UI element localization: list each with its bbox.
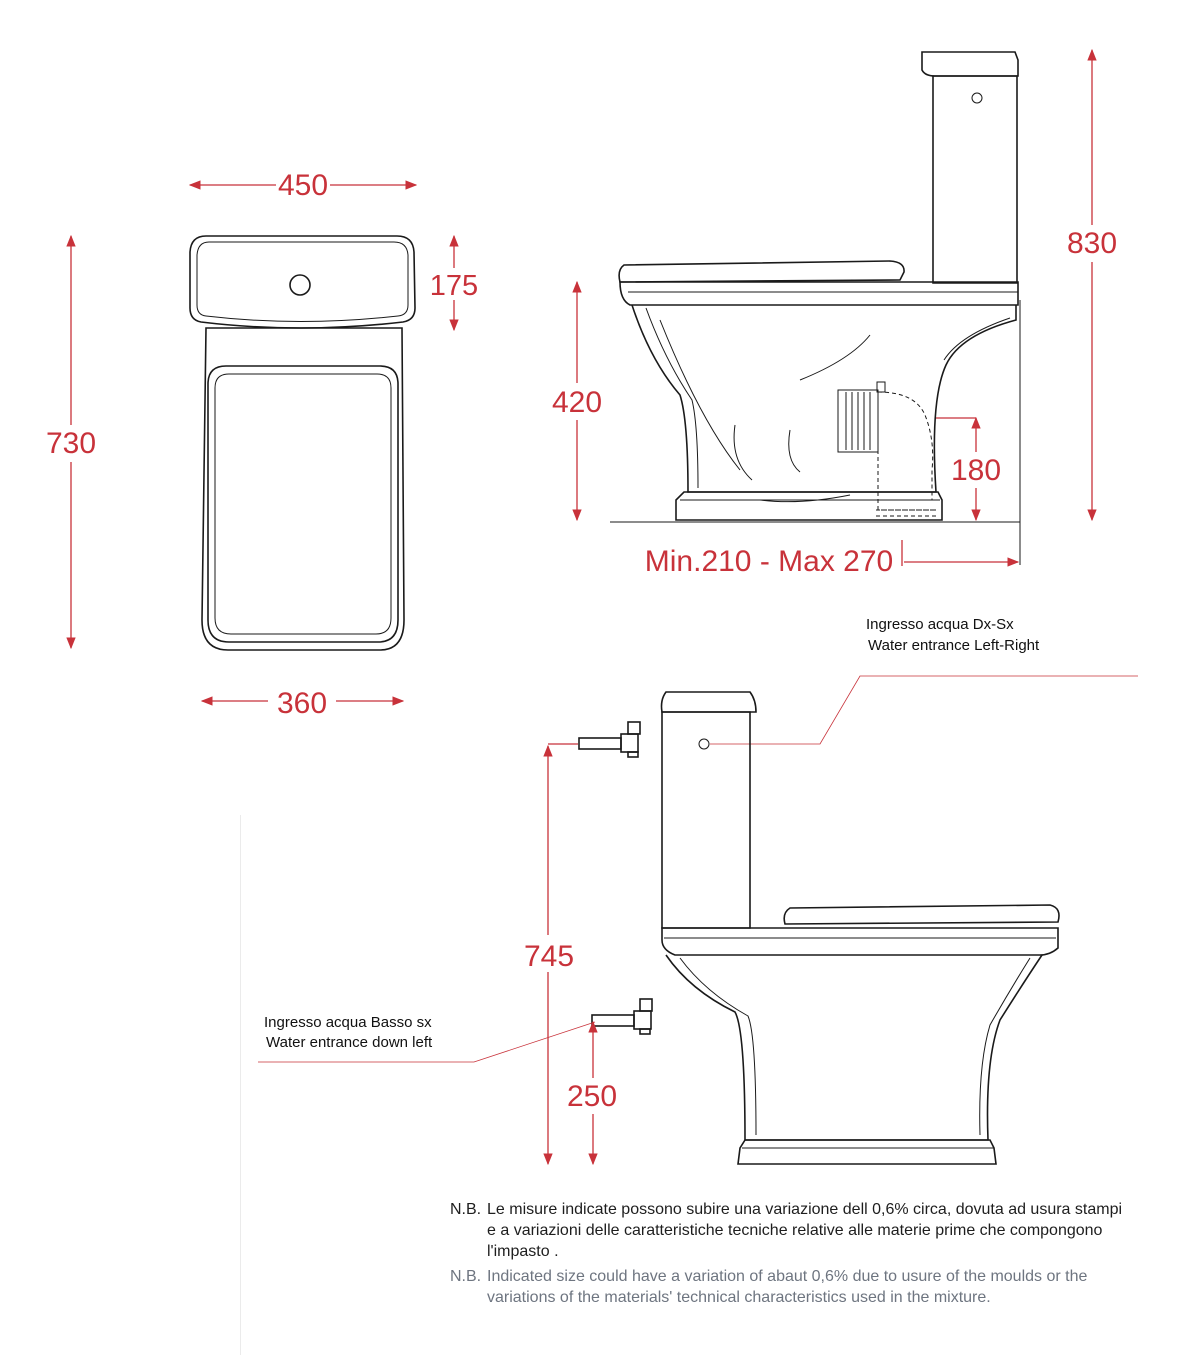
note-italian [450, 1199, 1190, 1262]
note-italian-text: Le misure indicate possono subire una variazione dell 0,6% circa, dovuta ad usura stampi e a variazioni delle caratteristiche tecniche relative alle materie prime che compongono l'impasto . [487, 1201, 1123, 1260]
valve-high-icon [579, 722, 640, 757]
top-view-button-icon [290, 275, 310, 295]
valve-low-icon [592, 999, 652, 1034]
dim-420 [552, 282, 602, 520]
divider [240, 815, 241, 1355]
dim-wall-distance [645, 540, 1018, 578]
note-english-text: Indicated size could have a variation of abaut 0,6% due to usure of the moulds or the variations of the materials' technical characteristics used in the mixture. [487, 1268, 1088, 1306]
dim-wall-distance-label: Min.210 - Max 270 [644, 545, 894, 578]
dim-450-label: 450 [277, 169, 329, 202]
top-view-bowl [202, 328, 404, 650]
dim-420-label: 420 [551, 386, 603, 419]
side-view-tank [922, 52, 1018, 76]
elevation-bowl [666, 955, 1042, 1140]
dim-180 [936, 418, 1001, 520]
dim-730-label: 730 [45, 427, 97, 460]
dim-250 [567, 1022, 617, 1164]
dim-360 [202, 687, 403, 720]
dim-175 [430, 236, 478, 330]
elevation-seat [784, 905, 1059, 924]
dim-450 [190, 169, 416, 202]
top-view [190, 236, 415, 650]
top-view-tank [190, 236, 415, 328]
side-entrance-it: Ingresso acqua Dx-Sx [866, 616, 1014, 633]
dim-175-label: 175 [429, 270, 479, 302]
elevation-tank [662, 692, 757, 712]
side-view-seat [619, 261, 904, 282]
note-english-prefix: N.B. [450, 1268, 482, 1285]
side-view [610, 52, 1020, 565]
dim-250-label: 250 [566, 1080, 618, 1113]
bottom-entrance-it: Ingresso acqua Basso sx [264, 1014, 432, 1031]
dim-730 [46, 236, 96, 648]
dim-830 [1067, 50, 1117, 520]
dim-830-label: 830 [1066, 227, 1118, 260]
callout-side-entrance [710, 616, 1138, 744]
side-entrance-en: Water entrance Left-Right [868, 637, 1040, 654]
callout-bottom-entrance [258, 1014, 595, 1062]
dim-360-label: 360 [276, 687, 328, 720]
dim-180-label: 180 [950, 454, 1002, 487]
note-italian-prefix: N.B. [450, 1201, 482, 1218]
elevation-view [662, 692, 1060, 1164]
note-english [450, 1266, 1190, 1308]
bottom-entrance-en: Water entrance down left [266, 1034, 433, 1051]
dim-745-label: 745 [523, 940, 575, 973]
